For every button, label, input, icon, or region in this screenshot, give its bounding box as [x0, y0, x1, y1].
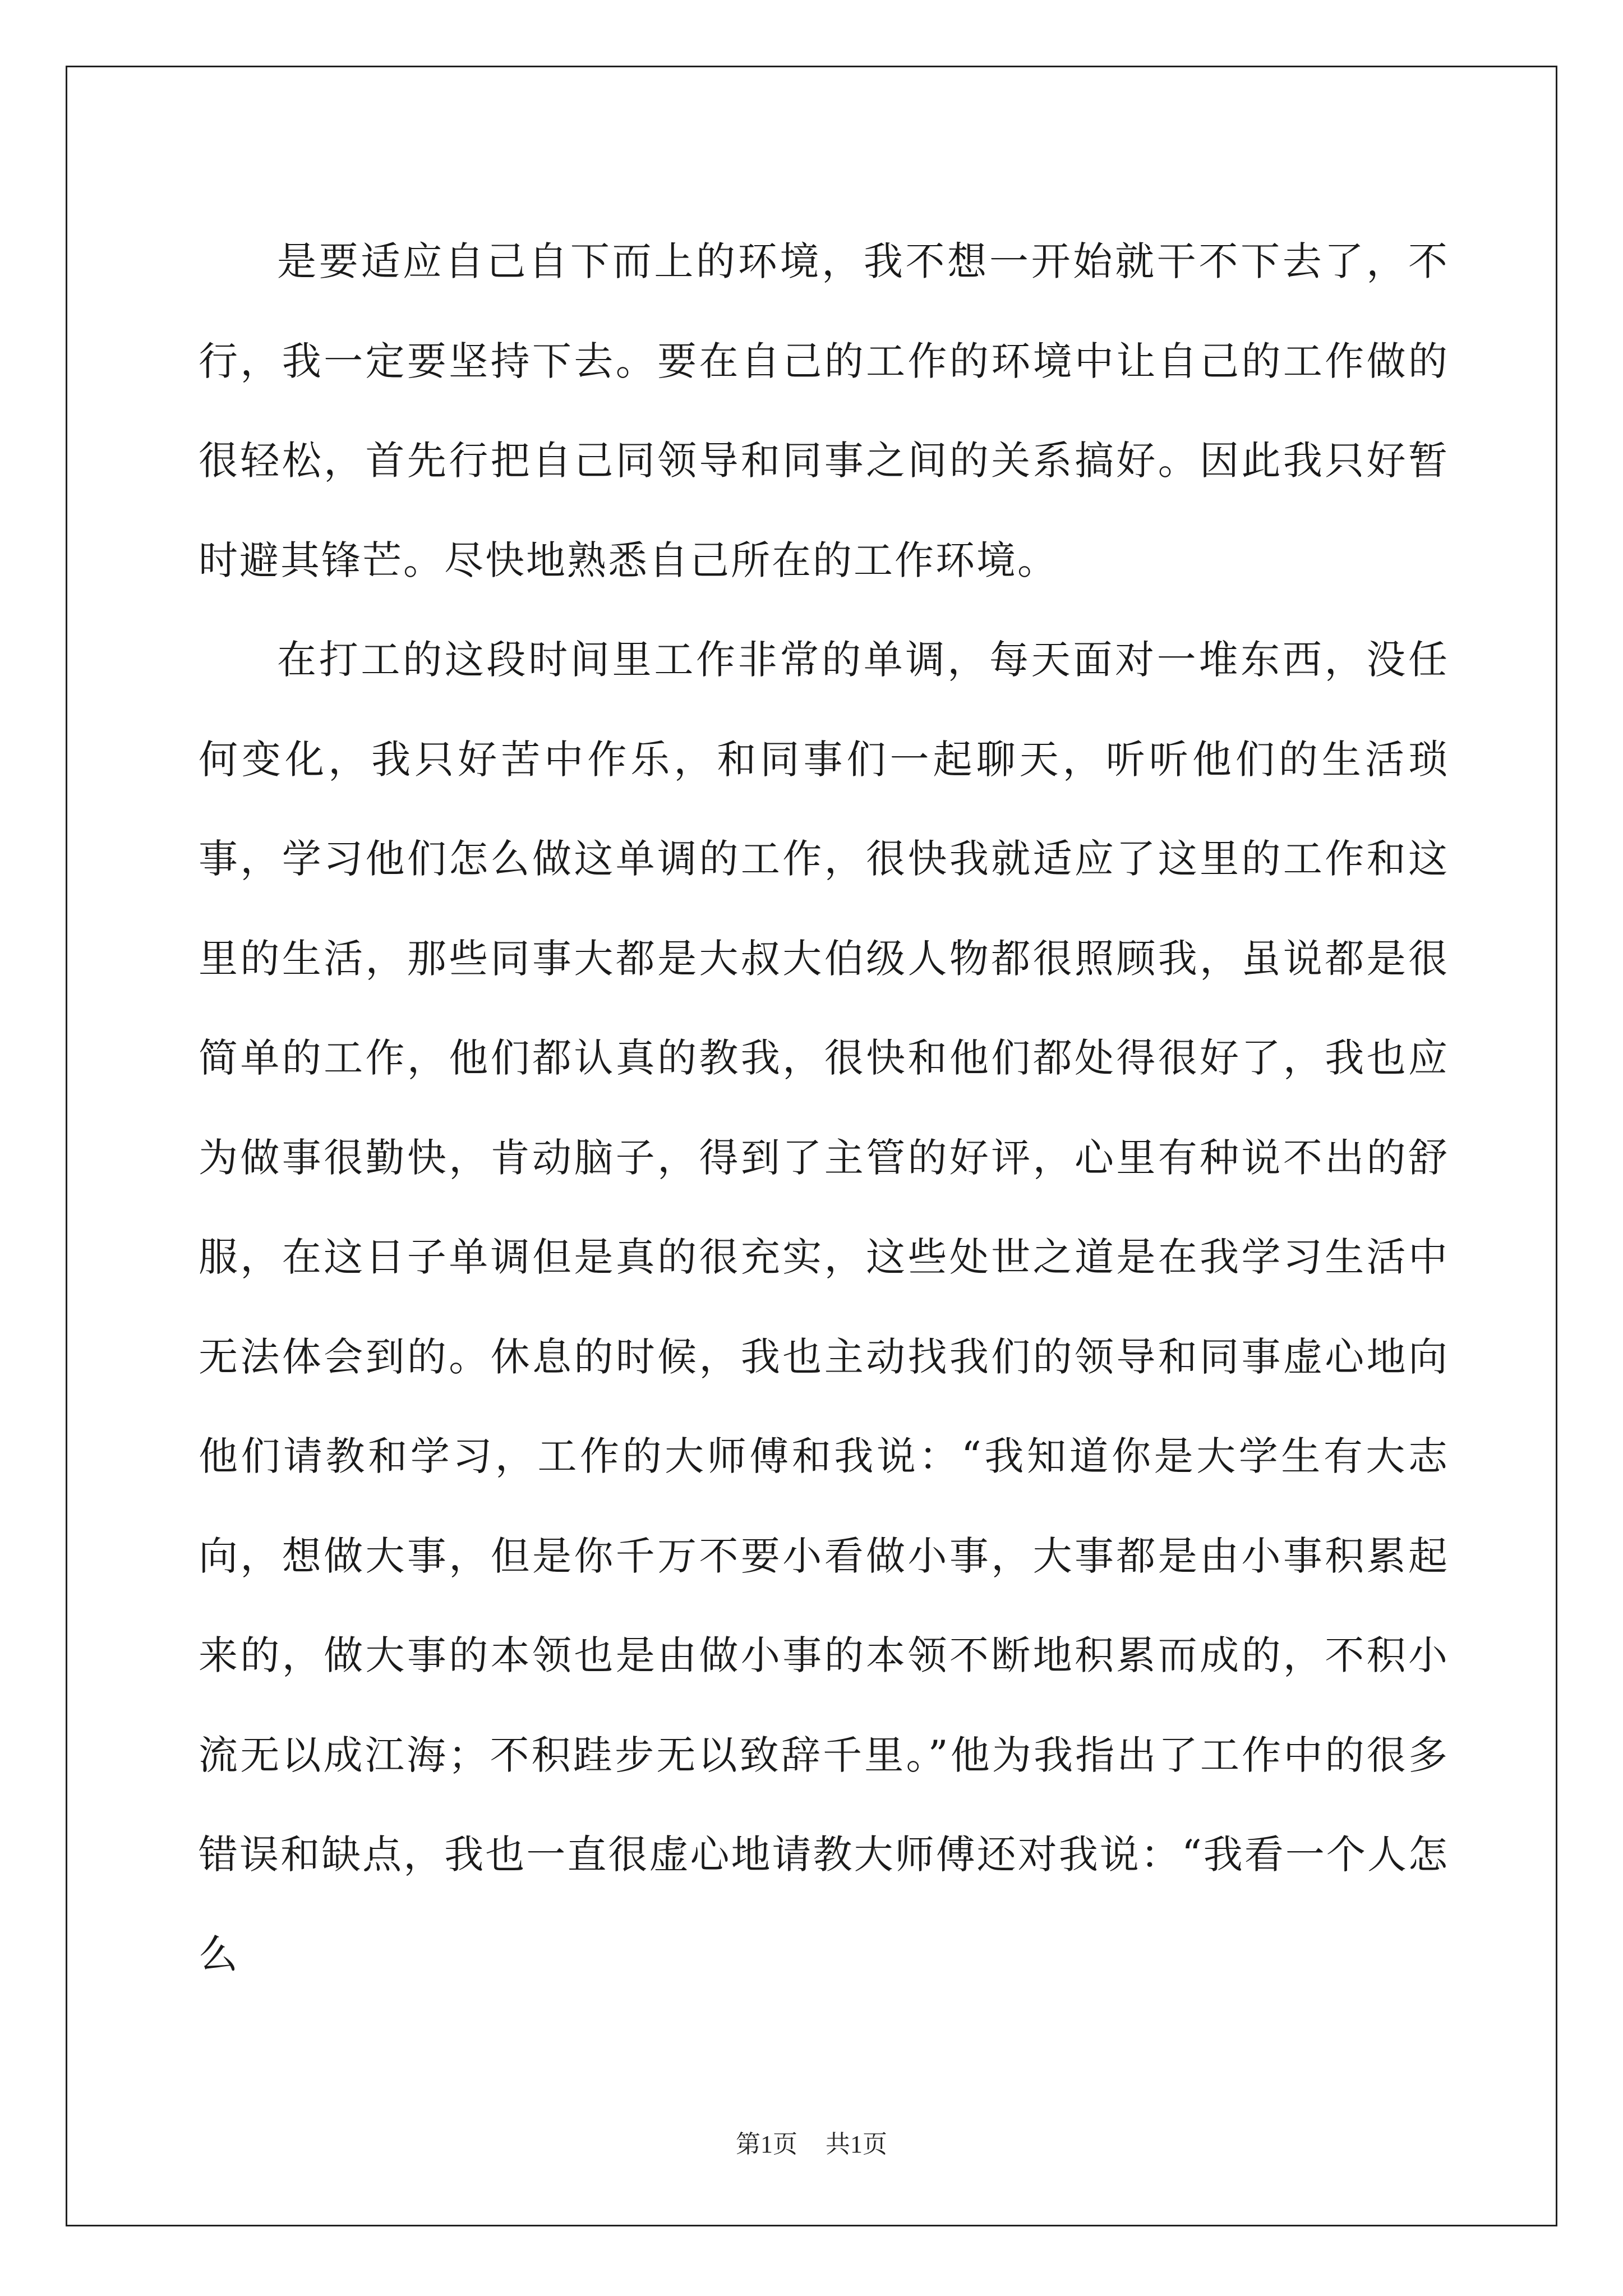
- page-footer: [0, 2128, 1623, 2161]
- paragraph: 是要适应自己自下而上的环境，我不想一开始就干不下去了，不行，我一定要坚持下去。要在自己的工作的环境中让自己的工作做的很轻松，首先行把自己同领导和同事之间的关系搞好。因此我只好暂时避其锋芒。尽快地熟悉自己所在的工作环境。: [199, 238, 1449, 583]
- page-number-total: 共1页: [826, 2131, 887, 2158]
- page-number-current: 第1页: [736, 2131, 797, 2158]
- paragraph: 在打工的这段时间里工作非常的单调，每天面对一堆东西，没任何变化，我只好苦中作乐，和同事们一起聊天，听听他们的生活琐事，学习他们怎么做这单调的工作，很快我就适应了这里的工作和这里的生活，那些同事大都是大叔大伯级人物都很照顾我，虽说都是很简单的工作，他们都认真的教我，很快和他们都处得很好了，我也应为做事很勤快，肯动脑子，得到了主管的好评，心里有种说不出的舒服，在这日子单调但是真的很充实，这些处世之道是在我学习生活中无法体会到的。休息的时候，我也主动找我们的领导和同事虚心地向他们请教和学习，工作的大师傅和我说：“我知道你是大学生有大志向，想做大事，但是你千万不要小看做小事，大事都是由小事积累起来的，做大事的本领也是由做小事的本领不断地积累而成的，不积小流无以成江海；不积跬步无以致辞千里。”他为我指出了工作中的很多错误和缺点，我也一直很虚心地请教大师傅还对我说：“我看一个人怎么: [199, 637, 1449, 1977]
- document-body: [199, 212, 1449, 2004]
